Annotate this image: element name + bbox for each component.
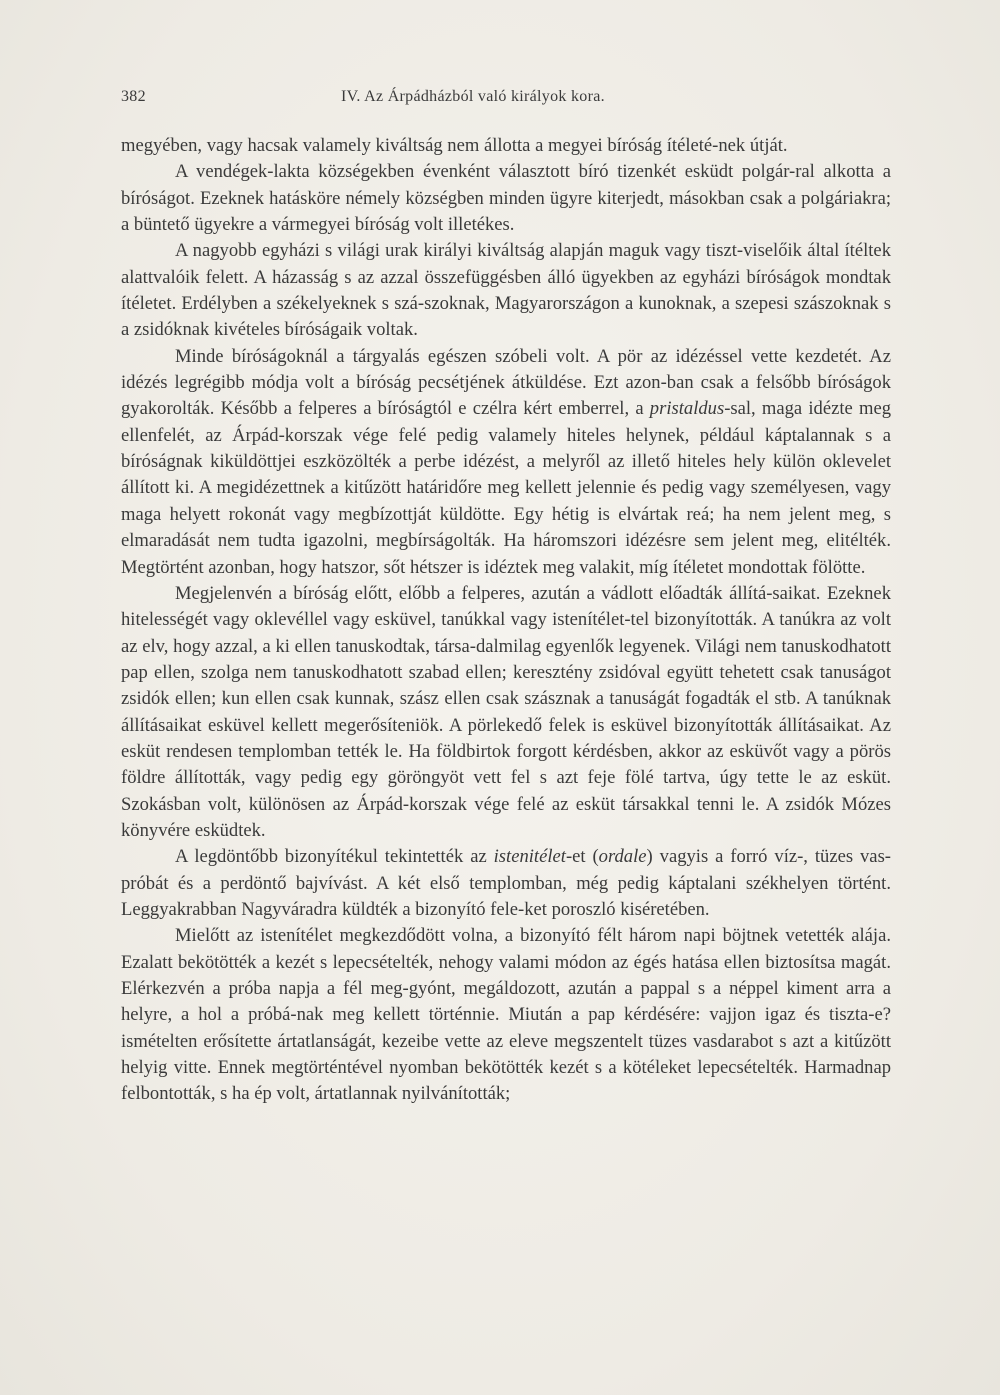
page-number: 382 xyxy=(121,88,146,105)
paragraph: A nagyobb egyházi s világi urak királyi kiváltság alapján maguk vagy tiszt-viselőik által ítéltek alattvalóik felett. A házasság s az azzal összefüggésben álló ügyekben az egyházi bíróságok mondtak ítéletet. Erdélyben a székelyeknek s szá-szoknak, Magyarországon a kunoknak, a szepesi szászoknak s a zsidóknak kivételes bíróságaik voltak. xyxy=(121,240,891,341)
paragraph: Megjelenvén a bíróság előtt, előbb a felperes, azután a vádlott előadták állítá-saikat. Ezeknek hitelességét vagy oklevéllel vagy esküvel, tanúkkal vagy istenítélet-tel bizonyították. A tanúkra az volt az elv, hogy azzal, a ki ellen tanuskodtak, társa-dalmilag egyenlők legyenek. Világi nem tanuskodhatott pap ellen, szolga nem tanuskodhatott szabad ellen; keresztény zsidóval együtt tehetett csak tanuságot zsidók ellen; kun ellen csak kunnak, szász ellen csak szásznak a tanuságát fogadták el stb. A tanúknak állításaikat esküvel kellett megerősíteniök. A pörlekedő felek is esküvel bizonyították állításaikat. Az esküt rendesen templomban tették le. Ha földbirtok forgott kérdésben, akkor az esküvőt vagy a pörös földre állították, vagy pedig egy göröngyöt vett fel s azt feje fölé tartva, úgy tette le az esküt. Szokásban volt, különösen az Árpád-korszak vége felé az esküt társakkal tenni le. A zsidók Mózes könyvére esküdtek. xyxy=(121,582,891,841)
paragraph: megyében, vagy hacsak valamely kiváltság nem állotta a megyei bíróság ítéleté-nek útját. xyxy=(121,135,788,156)
italic-term: pristaldus xyxy=(649,398,725,420)
body-text xyxy=(121,133,891,1108)
italic-term: ordale xyxy=(598,846,647,868)
italic-term: istenitélet xyxy=(493,846,566,868)
paragraph: A vendégek-lakta községekben évenként választott bíró tizenkét esküdt polgár-ral alkotta a bíróságot. Ezeknek hatásköre némely községben minden ügyre kiterjedt, másokban csak a polgáriakra; a büntető ügyekre a vármegyei bíróság volt illetékes. xyxy=(121,161,891,236)
running-title: IV. Az Árpádházból való királyok kora. xyxy=(341,88,605,105)
paragraph: Mielőtt az istenítélet megkezdődött volna, a bizonyító félt három napi böjtnek vetették alája. Ezalatt bekötötték a kezét s lepecsételték, nehogy valami módon az égés hatása ellen biztosítsa magát. Elérkezvén a próba napja a fél meg-gyónt, megáldozott, azután a pappal s a néppel kiment arra a helyre, a hol a próbá-nak meg kellett történnie. Miután a pap kérdésére: vajjon igaz és tiszta-e? ismételten erősítette ártatlanságát, kezeibe vette az eleve megszentelt tüzes vasdarabot s azt a kitűzött helyig vitte. Ennek megtörténtével nyomban bekötötték kezét s a kötéleket lepecsételték. Harmadnap felbontották, s ha ép volt, ártatlannak nyilvánították; xyxy=(121,925,891,1105)
paragraph: Minde bíróságoknál a tárgyalás egészen szóbeli volt. A pör az idézéssel vette kezdetét. Az idézés legrégibb módja volt a bíróság pecsétjének átküldése. Ezt azon-ban csak a felsőbb bíróságok gyakorolták. Később a felperes a bíróságtól e czélra kért emberrel, a pristaldus-sal, maga idézte meg ellenfelét, az Árpád-korszak vége felé pedig valamely hiteles helynek, például káptalannak s a bíróságnak kiküldöttjei eszközölték a perbe idézést, a melyről az illető hiteles hely külön oklevelet állított ki. A megidézettnek a kitűzött határidőre meg kellett jelennie és pedig vagy személyesen, vagy maga helyett rokonát vagy megbízottját küldötte. Egy hétig is elvártak reá; ha nem jelent meg, s elmaradását nem tudta igazolni, megbírságolták. Ha háromszori idézésre sem jelent meg, elitélték. Megtörtént azonban, hogy hatszor, sőt hétszer is idéztek meg valakit, míg ítéletet mondottak fölötte. xyxy=(121,345,891,578)
paragraph: A legdöntőbb bizonyítékul tekintették az istenitélet-et (ordale) vagyis a forró víz-, tüzes vas-próbát és a perdöntő bajvívást. A két első templomban, még pedig káptalani székhelyen történt. Leggyakrabban Nagyváradra küldték a bizonyító fele-ket poroszló kiséretében. xyxy=(121,846,891,920)
